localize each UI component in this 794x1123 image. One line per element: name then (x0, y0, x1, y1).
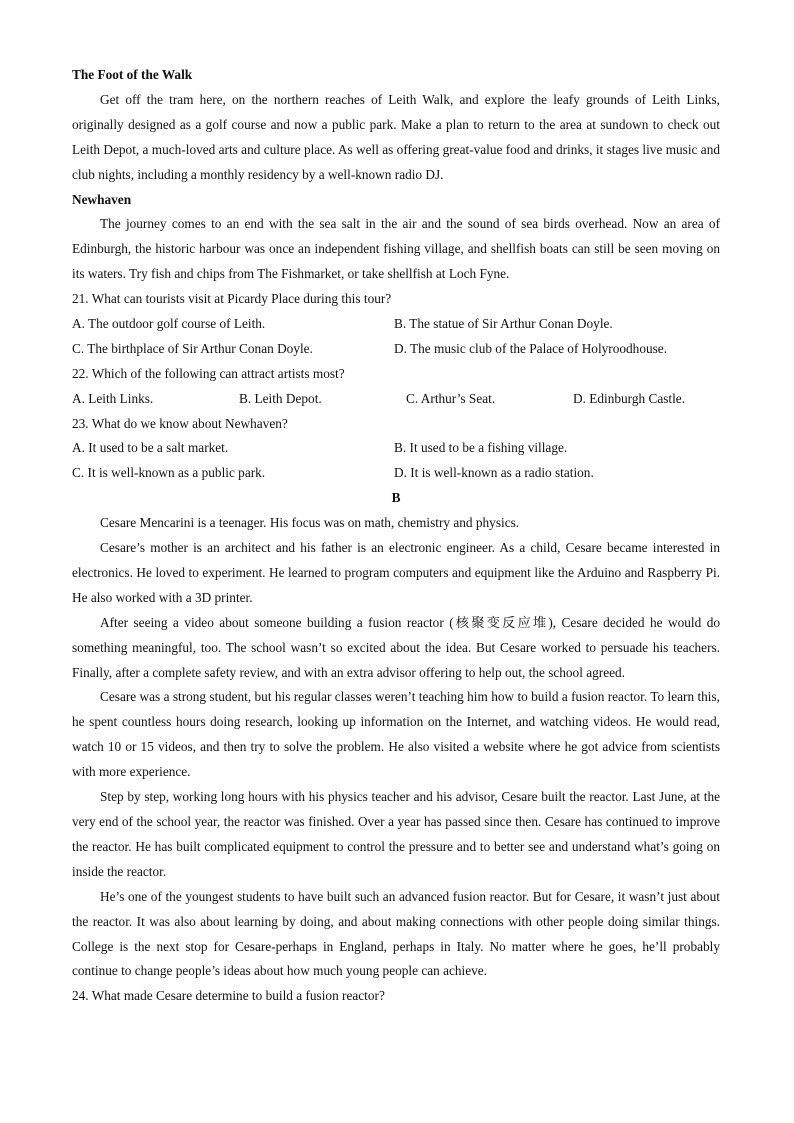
question-24-stem: 24. What made Cesare determine to build a fusion reactor? (72, 988, 385, 1004)
paragraph-newhaven: The journey comes to an end with the sea salt in the air and the sound of sea birds overhead. Now an area of Edinburgh, the historic harbour was once an independent fishing village, and shellfish boats can still be seen moving on its waters. Try fish and chips from The Fishmarket, or take shellfish at Loch Fyne. (72, 216, 720, 282)
passage-b-paragraph-2: Cesare’s mother is an architect and his father is an electronic engineer. As a child, Cesare became interested in electronics. He loved to experiment. He learned to program computers and equipment like the Arduino and Raspberry Pi. He also worked with a 3D printer. (72, 540, 720, 605)
question-21-stem: 21. What can tourists visit at Picardy Place during this tour? (72, 291, 392, 307)
passage-b-paragraph-5: Step by step, working long hours with his physics teacher and his advisor, Cesare built the reactor. Last June, at the very end of the school year, the reactor was finished. Over a year has passed since then. Cesare has continued to improve the reactor. He has built complicated equipment to control the pressure and to better see and understand what’s going on inside the reactor. (72, 789, 720, 879)
passage-b-paragraph-4: Cesare was a strong student, but his regular classes weren’t teaching him how to build a fusion reactor. To learn this, he spent countless hours doing research, looking up information on the Internet, and watching videos. He would read, watch 10 or 15 videos, and then try to solve the problem. He also visited a website where he got advice from scientists with more experience. (72, 689, 720, 780)
question-23-options-row-1 (72, 436, 720, 461)
section-heading-foot-of-walk: The Foot of the Walk (72, 67, 193, 82)
question-23-options-row-2 (72, 461, 720, 486)
question-22-option-b: B. Leith Depot. (239, 390, 322, 406)
question-23-option-a: A. It used to be a salt market. (72, 440, 229, 456)
question-21-options-row-1 (72, 312, 720, 337)
question-23-option-b: B. It used to be a fishing village. (394, 440, 568, 456)
section-heading-newhaven: Newhaven (72, 191, 132, 207)
question-22-option-d: D. Edinburgh Castle. (573, 390, 686, 406)
question-21-option-a: A. The outdoor golf course of Leith. (72, 316, 266, 332)
question-23-option-c: C. It is well-known as a public park. (72, 465, 266, 481)
question-21-option-c: C. The birthplace of Sir Arthur Conan Doyle. (72, 340, 313, 356)
document-page (72, 63, 720, 1009)
question-21-option-d: D. The music club of the Palace of Holyroodhouse. (394, 340, 668, 356)
question-21-option-b: B. The statue of Sir Arthur Conan Doyle. (394, 316, 613, 332)
passage-b-paragraph-6: He’s one of the youngest students to have built such an advanced fusion reactor. But for Cesare, it wasn’t just about the reactor. It was also about learning by doing, and about making connections with other people doing similar things. College is the next stop for Cesare-perhaps in England, perhaps in Italy. No matter where he goes, he’ll probably continue to change people’s ideas about how much young people can achieve. (72, 888, 720, 979)
passage-b-paragraph-3: After seeing a video about someone building a fusion reactor (核聚变反应堆), Cesare decided he would do something meaningful, too. The school wasn’t so excited about the idea. But Cesare worked to persuade his teachers. Finally, after a complete safety review, and with an extra advisor offering to help out, the school agreed. (72, 614, 720, 680)
passage-b-label: B (391, 490, 401, 506)
question-22-option-a: A. Leith Links. (72, 390, 154, 406)
question-23-option-d: D. It is well-known as a radio station. (394, 465, 594, 481)
question-22-options-row (72, 387, 720, 412)
paragraph-foot-of-walk: Get off the tram here, on the northern reaches of Leith Walk, and explore the leafy grounds of Leith Links, originally designed as a golf course and now a public park. Make a plan to return to the area at sundown to check out Leith Depot, a much-loved arts and culture place. As well as offering great-value food and drinks, it stages live music and club nights, including a monthly residency by a well-known radio DJ. (72, 91, 720, 182)
question-23-stem: 23. What do we know about Newhaven? (72, 415, 288, 431)
question-21-options-row-2 (72, 337, 720, 362)
passage-b-paragraph-1: Cesare Mencarini is a teenager. His focus was on math, chemistry and physics. (100, 515, 520, 531)
question-22-option-c: C. Arthur’s Seat. (406, 390, 496, 406)
question-22-stem: 22. Which of the following can attract artists most? (72, 365, 345, 381)
